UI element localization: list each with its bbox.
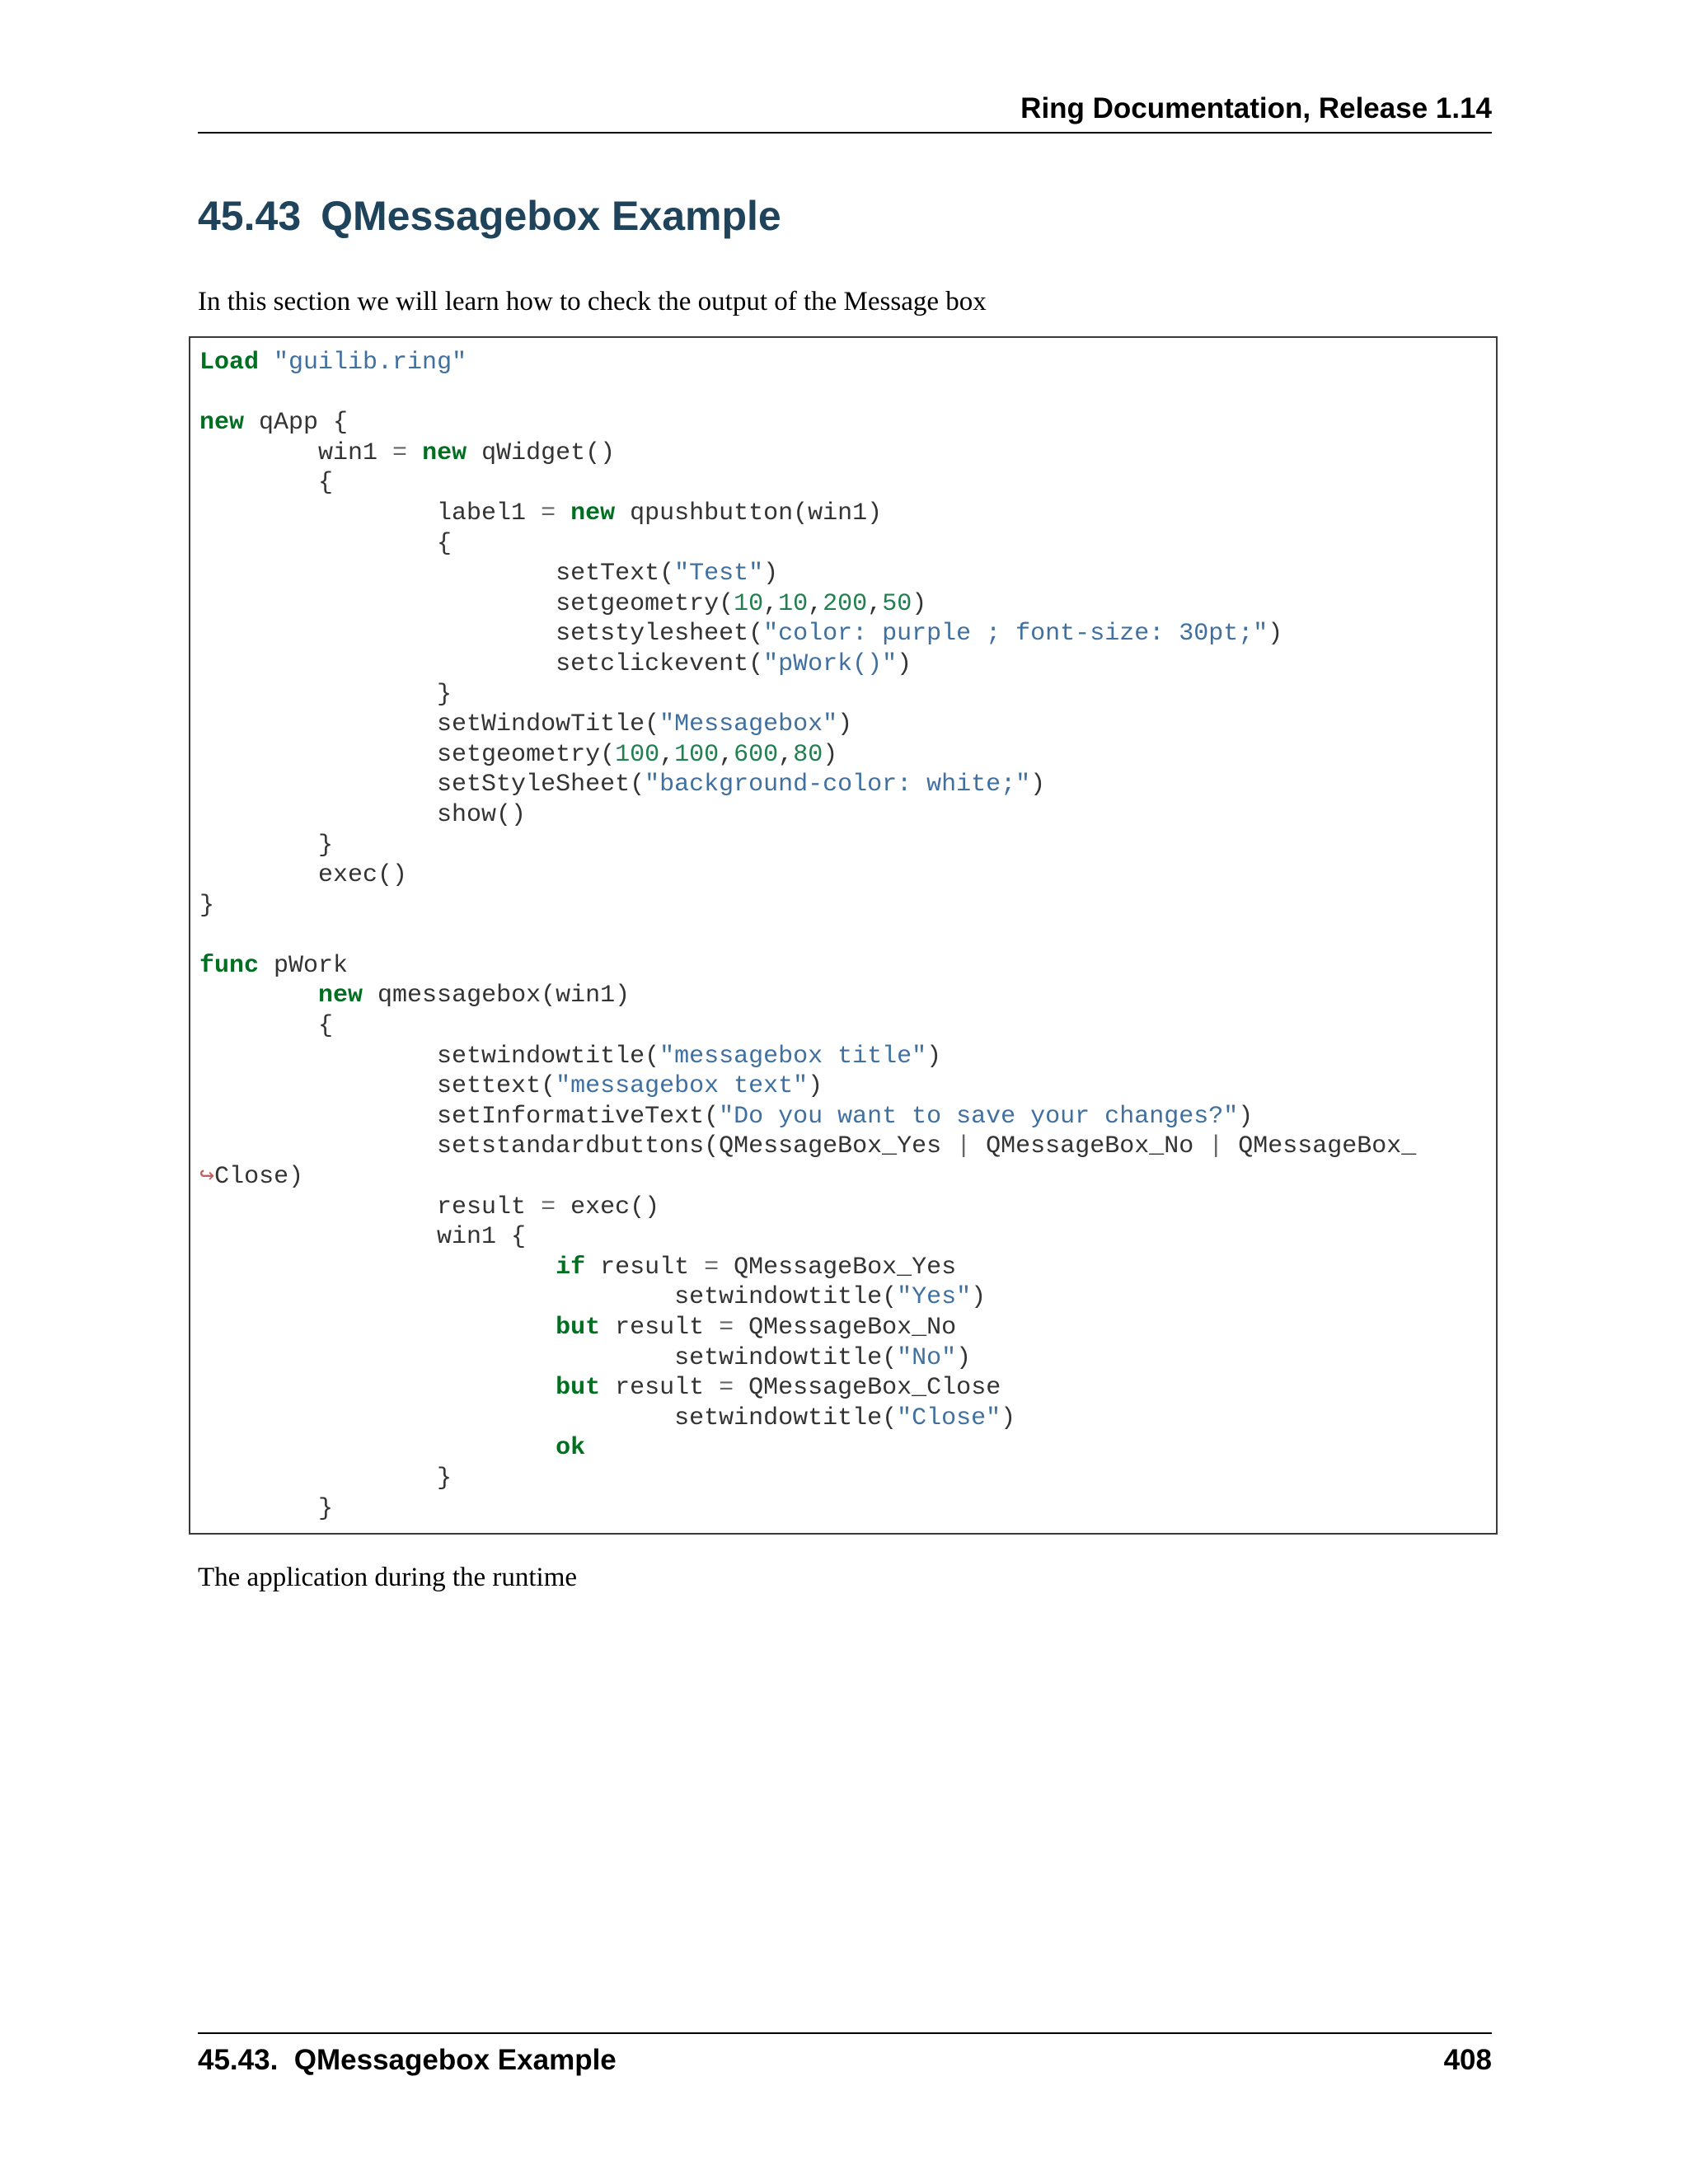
code-line: label1 = new qpushbutton(win1) [199,499,883,527]
code-block [189,336,1498,1535]
code-line: } [199,891,215,920]
code-line: setStyleSheet("background-color: white;") [199,771,1046,799]
code-line: setstylesheet("color: purple ; font-size: 30pt;") [199,620,1283,649]
code-line: settext("messagebox text") [199,1072,823,1101]
section-title: QMessagebox Example [321,193,781,239]
code-line: setgeometry(10,10,200,50) [199,589,927,618]
code-line: func pWork [199,951,349,980]
footer-section-label: 45.43. QMessagebox Example [198,2044,617,2076]
code-line: { [199,469,334,498]
intro-paragraph: In this section we will learn how to check the output of the Message box [198,287,987,316]
code-line: exec() [199,861,408,890]
code-line: } [199,680,452,709]
code-line: setwindowtitle("No") [199,1343,972,1372]
code-line: } [199,831,334,860]
code-line: { [199,1012,334,1041]
page-number: 408 [1443,2044,1492,2076]
code-line: setwindowtitle("Close") [199,1404,1016,1432]
code-line: setwindowtitle("messagebox title") [199,1042,942,1071]
code-line: setstandardbuttons(QMessageBox_Yes | QMessageBox_No | QMessageBox_ [199,1132,1417,1161]
code-line: setgeometry(100,100,600,80) [199,740,838,769]
code-line: } [199,1464,452,1493]
code-line: { [199,529,452,558]
running-header [198,89,1492,134]
code-line: show() [199,800,527,829]
code-line: new qmessagebox(win1) [318,982,631,1010]
code-listing [199,348,1416,1524]
code-line: ok [556,1434,586,1463]
code-line: setInformativeText("Do you want to save your changes?") [199,1102,1254,1131]
code-line: setText("Test") [199,560,779,588]
code-line: if result = QMessageBox_Yes [556,1253,957,1282]
code-line: setWindowTitle("Messagebox") [199,710,853,739]
code-line: win1 = new qWidget() [199,438,616,467]
running-footer [198,2032,1492,2083]
code-line: setclickevent("pWork()") [199,649,912,678]
code-line: } [199,1494,334,1523]
code-line: but result = QMessageBox_Close [556,1374,1001,1403]
runtime-caption: The application during the runtime [198,1563,578,1592]
code-line: win1 { [199,1223,527,1252]
code-line: result = exec() [199,1193,660,1221]
code-line: but result = QMessageBox_No [556,1314,957,1342]
code-line: Load "guilib.ring" [199,349,467,377]
section-number: 45.43 [198,193,302,239]
document-title: Ring Documentation, Release 1.14 [1020,92,1492,124]
code-line: ↪Close) [199,1163,304,1192]
code-line: setwindowtitle("Yes") [199,1283,987,1312]
section-heading [198,191,781,241]
code-line: new qApp { [199,409,349,438]
